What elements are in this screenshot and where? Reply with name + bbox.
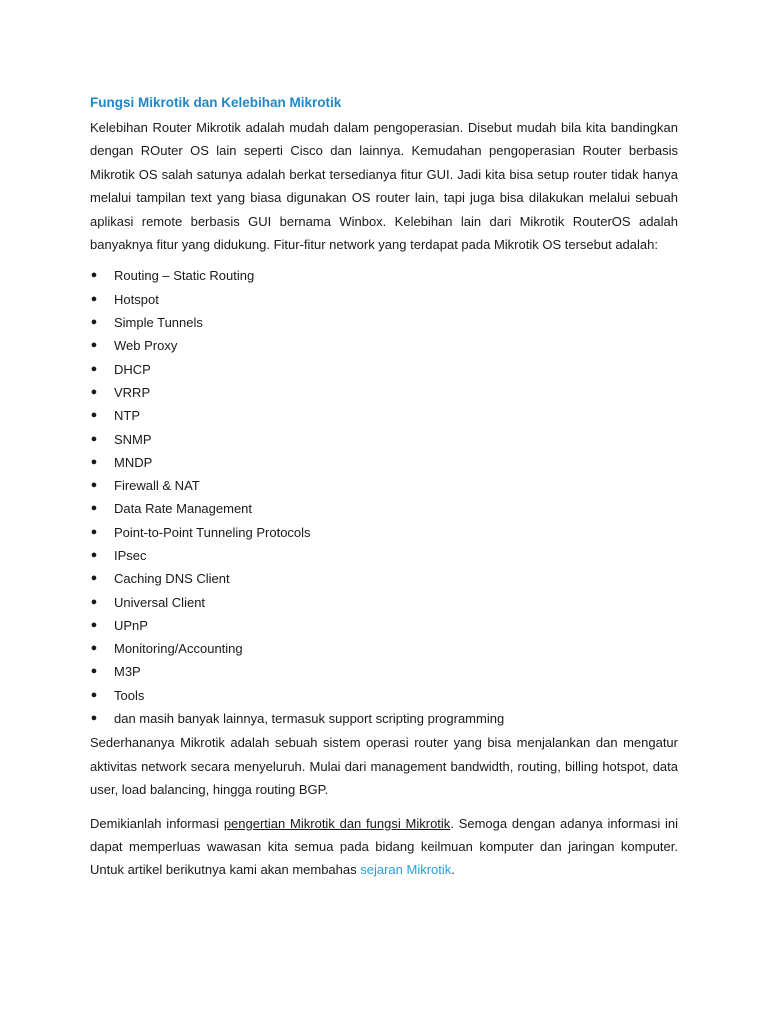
feature-list-item xyxy=(90,707,678,730)
feature-list-item xyxy=(90,591,678,614)
bullet-icon: ● xyxy=(90,525,98,538)
feature-label: UPnP xyxy=(114,617,148,633)
bullet-icon: ● xyxy=(90,292,98,305)
feature-label: MNDP xyxy=(114,454,153,470)
feature-label: Monitoring/Accounting xyxy=(114,641,243,657)
bullet-icon: ● xyxy=(90,549,98,561)
bullet-icon: ● xyxy=(90,502,98,515)
bullet-icon: ● xyxy=(90,712,98,725)
feature-label: SNMP xyxy=(114,431,152,447)
feature-list-item xyxy=(90,451,678,474)
feature-list-item xyxy=(90,288,678,311)
document-page xyxy=(90,94,678,882)
feature-list-item xyxy=(90,521,678,544)
feature-list-item xyxy=(90,264,678,287)
feature-list-item xyxy=(90,474,678,497)
feature-label: Data Rate Management xyxy=(114,501,253,517)
bullet-icon: ● xyxy=(90,479,98,492)
bullet-icon: ● xyxy=(90,269,98,282)
feature-list-item xyxy=(90,311,678,334)
feature-list-item xyxy=(90,660,678,683)
bullet-icon: ● xyxy=(90,339,98,352)
intro-paragraph: Kelebihan Router Mikrotik adalah mudah dalam pengoperasian. Disebut mudah bila kita bandingkan dengan ROuter OS lain seperti Cisco dan lainnya. Kemudahan pengoperasian Router berbasis Mikrotik OS salah satunya adalah berkat tersedianya fitur GUI. Jadi kita bisa setup router tidak hanya melalui tampilan text yang biasa digunakan OS router lain, tapi juga bisa dilakukan melalui sebuah aplikasi remote berbasis GUI bernama Winbox. Kelebihan lain dari Mikrotik RouterOS adalah banyaknya fitur yang didukung. Fitur-fitur network yang terdapat pada Mikrotik OS tersebut adalah: xyxy=(90,120,678,253)
bullet-icon: ● xyxy=(90,316,98,329)
bullet-icon: ● xyxy=(90,618,98,631)
bullet-icon: ● xyxy=(90,455,98,468)
feature-label: IPsec xyxy=(114,548,147,563)
link-sejarah-mikrotik[interactable]: sejaran Mikrotik xyxy=(360,862,452,878)
feature-list-item xyxy=(90,684,678,707)
feature-label: NTP xyxy=(114,408,140,424)
summary-paragraph: Sederhananya Mikrotik adalah sebuah sistem operasi router yang bisa menjalankan dan mengatur aktivitas network secara menyeluruh. Mulai dari management bandwidth, routing, billing hotspot, data user, load balancing, hingga routing BGP. xyxy=(90,735,678,798)
feature-list-item xyxy=(90,567,678,590)
feature-label: Hotspot xyxy=(114,291,159,307)
feature-label: Caching DNS Client xyxy=(114,571,230,587)
feature-list-item xyxy=(90,614,678,637)
feature-list-item xyxy=(90,358,678,381)
feature-label: Point-to-Point Tunneling Protocols xyxy=(114,524,311,540)
feature-label: dan masih banyak lainnya, termasuk support scripting programming xyxy=(114,711,505,727)
feature-list-item xyxy=(90,381,678,404)
feature-list-item xyxy=(90,544,678,567)
feature-label: Routing – Static Routing xyxy=(114,268,255,284)
feature-list xyxy=(90,264,678,730)
feature-label: Web Proxy xyxy=(114,338,178,354)
feature-list-item xyxy=(90,404,678,427)
feature-label: DHCP xyxy=(114,361,151,377)
feature-list-item xyxy=(90,428,678,451)
bullet-icon: ● xyxy=(90,572,98,585)
bullet-icon: ● xyxy=(90,409,98,422)
feature-list-item xyxy=(90,637,678,660)
feature-label: Universal Client xyxy=(114,594,206,610)
bullet-icon: ● xyxy=(90,362,98,375)
feature-list-item xyxy=(90,497,678,520)
closing-paragraph xyxy=(90,812,678,882)
feature-label: Firewall & NAT xyxy=(114,478,200,494)
bullet-icon: ● xyxy=(90,665,98,678)
feature-label: VRRP xyxy=(114,384,151,400)
closing-text-start: Demikianlah informasi xyxy=(90,815,224,831)
closing-text-middle: . Semoga dengan adanya informasi ini dapat memperluas wawasan kita semua pada bidang keilmuan komputer dan jaringan komputer. Untuk artikel berikutnya kami akan membahas xyxy=(90,815,678,878)
bullet-icon: ● xyxy=(90,688,98,701)
bullet-icon: ● xyxy=(90,432,98,445)
feature-label: Simple Tunnels xyxy=(114,315,203,331)
feature-list-item xyxy=(90,334,678,357)
feature-label: Tools xyxy=(114,687,145,703)
document-heading: Fungsi Mikrotik dan Kelebihan Mikrotik xyxy=(90,95,342,110)
link-pengertian-mikrotik[interactable]: pengertian Mikrotik dan fungsi Mikrotik xyxy=(223,815,451,831)
bullet-icon: ● xyxy=(90,385,98,398)
closing-text-end: . xyxy=(451,862,455,878)
bullet-icon: ● xyxy=(90,595,98,608)
bullet-icon: ● xyxy=(90,642,98,655)
feature-label: M3P xyxy=(114,664,141,680)
